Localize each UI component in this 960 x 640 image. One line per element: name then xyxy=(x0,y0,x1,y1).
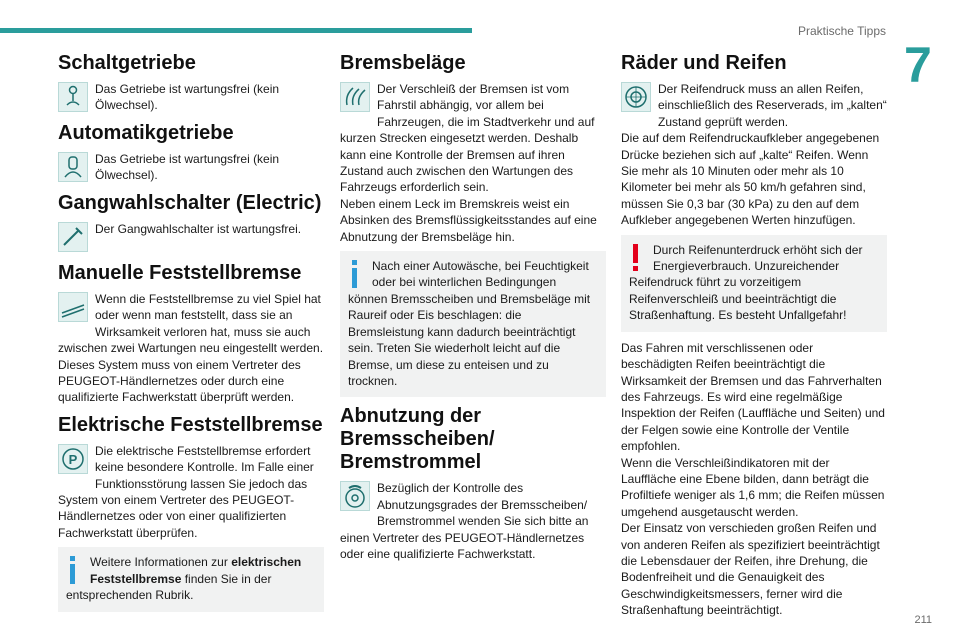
text-abnutzung: Bezüglich der Kontrolle des Abnutzungsgrades der Bremsscheiben/ Bremstrommel wenden Sie sich bitte an einen Vertreter des PEUGEOT-Händlernetzes oder eine qualifizierte Fachwerkstatt. xyxy=(340,481,589,561)
section-schaltgetriebe xyxy=(58,52,324,114)
text-manuelle-feststellbremse: Wenn die Feststellbremse zu viel Spiel hat oder wenn man feststellt, dass sie an Wirksamkeit verloren hat, muss sie auch zwischen zwei Wartungen neu eingestellt werden. xyxy=(58,292,324,356)
warning-note-reifendruck xyxy=(621,235,887,332)
column-3 xyxy=(621,52,887,627)
header-title: Praktische Tipps xyxy=(797,24,886,38)
gear-selector-icon xyxy=(58,222,88,252)
heading-manuelle-feststellbremse: Manuelle Feststellbremse xyxy=(58,262,302,284)
warning-exclamation-icon xyxy=(629,244,643,272)
text-schaltgetriebe: Das Getriebe ist wartungsfrei (kein Ölwechsel). xyxy=(95,82,280,113)
text-raeder-1: Der Reifendruck muss an allen Reifen, einschließlich des Reserverads, im „kalten“ Zustand geprüft werden. xyxy=(658,82,887,129)
info-note-text: Nach einer Autowäsche, bei Feuchtigkeit oder bei winterlichen Bedingungen können Bremsscheiben und Bremsbeläge mit Raureif oder Eis beschlagen: die Bremsleistung kann dadurch beeinträchtigt sein. Treten Sie wiederholt leicht auf die Bremse, um diese zu enteisen und zu trocknen. xyxy=(348,259,591,388)
header-accent-bar xyxy=(0,28,472,33)
heading-abnutzung-line2: Bremsscheiben/ xyxy=(340,428,495,451)
gear-lever-icon xyxy=(58,82,88,112)
svg-text:P: P xyxy=(68,451,78,467)
text-gangwahlschalter: Der Gangwahlschalter ist wartungsfrei. xyxy=(95,222,302,236)
heading-raeder-reifen: Räder und Reifen xyxy=(621,52,787,74)
text-automatikgetriebe: Das Getriebe ist wartungsfrei (kein Ölwechsel). xyxy=(95,152,280,183)
heading-abnutzung-line3: Bremstrommel xyxy=(340,451,482,474)
section-raeder-reifen xyxy=(621,52,887,619)
text-raeder-5: Der Einsatz von verschieden großen Reifen und von anderen Reifen als spezifiziert beeinträchtigt die Lebensdauer der Reifen, ihre Drehung, die Bodenfreiheit und die Genauigkeit des Geschwindigkeitsmessers, ferner wird die Straßenhaftung beeinträchtigt. xyxy=(621,521,880,618)
automatic-selector-icon xyxy=(58,152,88,182)
text-elektrische-feststellbremse: Die elektrische Feststellbremse erfordert keine besondere Kontrolle. Im Falle einer Funktionsstörung lassen Sie jedoch das System von einem Vertreter des PEUGEOT-Händlernetzes oder von einer qualifizierten Fachwerkstatt überprüfen. xyxy=(58,443,314,540)
text-raeder-4: Wenn die Verschleißindikatoren mit der Lauffläche eine Ebene bilden, dann beträgt die Profiltiefe weniger als 1,6 mm; die Reifen müssen umgehend ausgetauscht werden. xyxy=(621,455,885,519)
column-2 xyxy=(340,52,606,570)
page-number: 211 xyxy=(914,614,932,626)
heading-abnutzung-line1: Abnutzung der xyxy=(340,405,482,428)
info-icon xyxy=(348,260,362,288)
brake-pad-icon xyxy=(340,82,370,112)
parking-brake-p-icon xyxy=(58,444,88,474)
text-manuelle-feststellbremse-2: Dieses System muss von einem Vertreter des PEUGEOT-Händlernetzes oder durch eine qualifizierte Fachwerkstatt überprüft werden. xyxy=(58,357,301,405)
chapter-number: 7 xyxy=(904,37,932,93)
heading-abnutzung xyxy=(340,405,606,474)
section-manuelle-feststellbremse xyxy=(58,262,324,406)
heading-bremsbelaege: Bremsbeläge xyxy=(340,52,466,74)
brake-disc-icon xyxy=(340,481,370,511)
text-bremsbelaege-2: Neben einem Leck im Bremskreis weist ein Absinken des Bremsflüssigkeitsstandes auf eine Abnutzung der Bremsbeläge hin. xyxy=(340,196,597,244)
text-raeder-2: Die auf dem Reifendruckaufkleber angegebenen Drücke beziehen sich auf „kalte“ Reifen. Wenn Sie mehr als 10 Minuten oder mehr als 10 Kilometer bei mehr als 50 km/h gefahren sind, müssen Sie 0,3 bar (30 kPa) zu den auf dem Aufkleber angegebenen Werten hinzufügen. xyxy=(621,131,880,228)
text-raeder-3: Das Fahren mit verschlissenen oder beschädigten Reifen beeinträchtigt die Wirksamkeit der Bremsen und das Fahrverhalten des Fahrzeugs. Es wird eine regelmäßige Inspektion der Reifen (Lauffläche und Seiten) und der Felgen sowie eine Kontrolle der Ventile empfohlen. xyxy=(621,340,885,454)
info-note-feststellbremse xyxy=(58,547,324,611)
heading-gangwahlschalter: Gangwahlschalter (Electric) xyxy=(58,192,322,214)
section-abnutzung xyxy=(340,405,606,562)
section-gangwahlschalter xyxy=(58,192,324,254)
info-note-bold: elektrischen Feststellbremse xyxy=(90,555,302,586)
handbrake-lever-icon xyxy=(58,292,88,322)
info-note-bremsbelaege xyxy=(340,251,606,397)
info-note-suffix: finden Sie in der entsprechenden Rubrik. xyxy=(66,571,272,603)
heading-elektrische-feststellbremse: Elektrische Feststellbremse xyxy=(58,413,323,436)
info-note-prefix: Weitere Informationen zur xyxy=(90,555,232,570)
heading-automatikgetriebe: Automatikgetriebe xyxy=(58,122,234,144)
text-bremsbelaege: Der Verschleiß der Bremsen ist vom Fahrstil abhängig, vor allem bei Fahrzeugen, die im Stadtverkehr und auf kurzen Strecken eingesetzt werden. Deshalb kann eine Kontrolle der Bremsen auf ihren Zustand auch zwischen den Wartungen des Fahrzeugs erforderlich sein. xyxy=(340,82,595,195)
warning-note-text: Durch Reifenunterdruck erhöht sich der Energieverbrauch. Unzureichender Reifendruck führt zu vorzeitigem Reifenverschleiß und beeinträchtigt die Straßenhaftung. Es besteht Unfallgefahr! xyxy=(629,242,863,323)
info-icon xyxy=(66,556,80,584)
section-bremsbelaege xyxy=(340,52,606,397)
column-1 xyxy=(58,52,324,620)
tire-icon xyxy=(621,82,651,112)
section-elektrische-feststellbremse xyxy=(58,414,324,612)
section-automatikgetriebe xyxy=(58,122,324,184)
heading-schaltgetriebe: Schaltgetriebe xyxy=(58,52,196,74)
